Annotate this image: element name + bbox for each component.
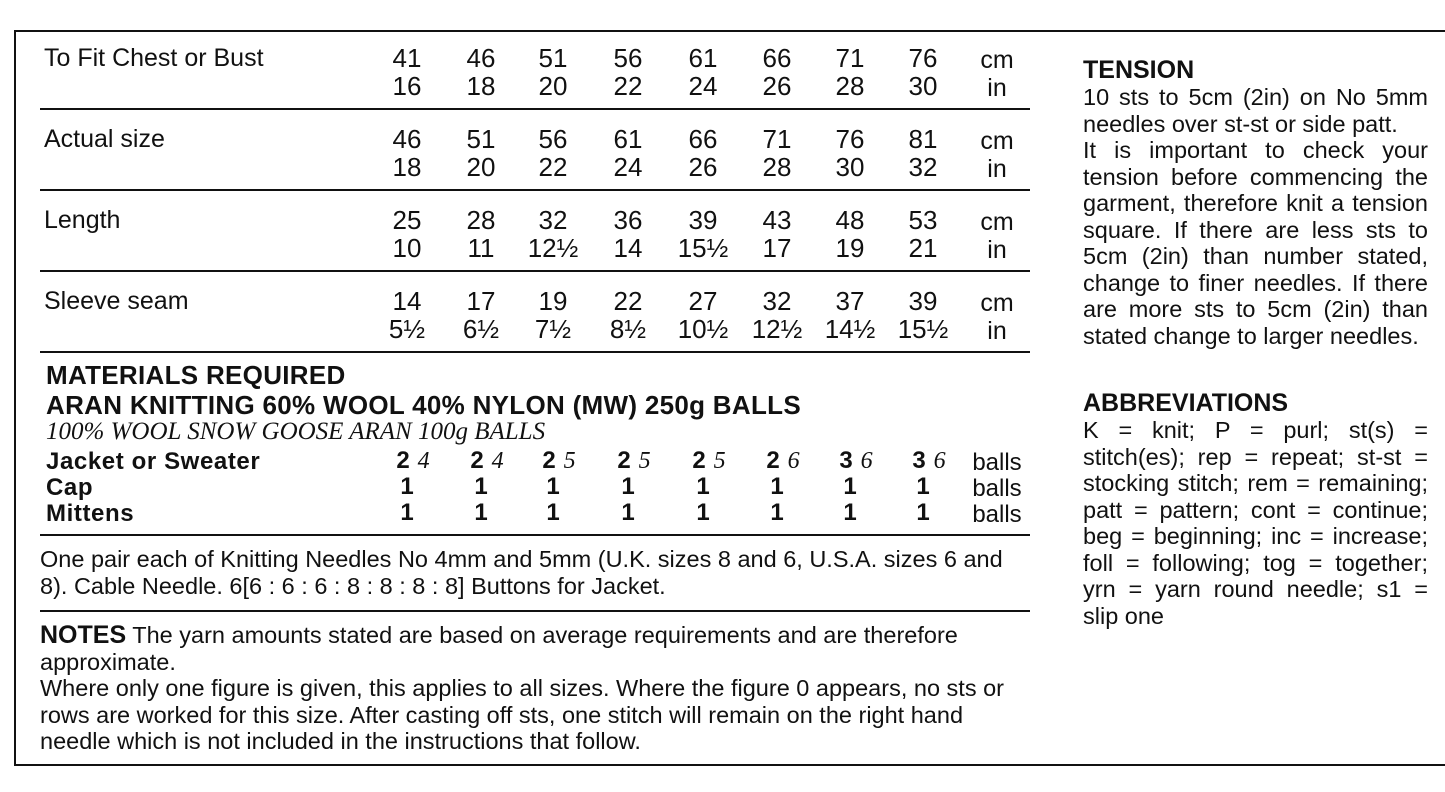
measurement-in-value: 28 [835,71,865,101]
materials-subtitle: ARAN KNITTING 60% WOOL 40% NYLON (MW) 250g BALLS [46,390,801,420]
measurement-cm-value: 27 [688,286,718,316]
measurement-in-value: 18 [392,152,422,182]
measurement-cm-value: 61 [688,43,718,73]
notes-text-2: Where only one figure is given, this applies to all sizes. Where the figure 0 appears, no sts or rows are worked for this size. After casting off sts, one stitch will remain on the right hand needle which is not included in the instructions that follow. [40,675,1004,754]
materials-row [40,474,1030,500]
measurement-cm-value: 56 [613,43,643,73]
measurement-in-value: 11 [467,233,495,263]
measurement-in-value: 14½ [824,314,876,344]
measurement-in-value: 26 [762,71,792,101]
ball-count-aran: 1 [770,499,784,526]
ball-count-aran: 2 [692,447,706,474]
measurement-cm-value: 71 [762,124,792,154]
measurement-cm-value: 41 [392,43,422,73]
measurement-in-value: 32 [908,152,938,182]
ball-count [370,500,444,526]
measurement-in-value: 24 [688,71,718,101]
ball-count-aran: 2 [470,447,484,474]
measurement-cm-value: 51 [466,124,496,154]
ball-count [740,500,814,526]
tension-text-2: It is important to check your tension before commencing the garment, therefore knit a tension square. If there are less sts to 5cm (2in) than number stated, change to finer needles. If there are more sts to 5cm (2in) than stated change to larger needles. [1083,137,1428,349]
ball-count-snow-goose: 5 [563,448,576,474]
abbreviations-text: K = knit; P = purl; st(s) = stitch(es); rep = repeat; st-st = stocking stitch; rem = remaining; patt = pattern; cont = continue; beg = beginning; inc = increase; foll = following; tog = together; yrn = yarn round needle; s1 = slip one [1083,417,1428,629]
ball-count [740,474,814,500]
measurement-row [40,192,1030,272]
unit-in-label: in [987,317,1007,345]
unit-cm-label: cm [980,289,1014,317]
measurement-in-value: 22 [538,152,568,182]
measurement-cm-value: 36 [613,205,643,235]
measurement-cm-value: 32 [538,205,568,235]
materials-row [40,500,1030,526]
ball-count-aran: 1 [546,473,560,500]
ball-count-aran: 1 [474,499,488,526]
measurement-cm-value: 81 [908,124,938,154]
ball-count-aran: 1 [770,473,784,500]
measurement-in-value: 6½ [462,314,500,344]
materials-title: MATERIALS REQUIRED [46,360,346,390]
ball-count-aran: 2 [766,447,780,474]
ball-count-snow-goose: 6 [933,448,946,474]
measurement-cm-value: 66 [762,43,792,73]
ball-count-aran: 1 [400,473,414,500]
ball-count [819,448,893,474]
ball-count [892,448,966,474]
ball-count-aran: 1 [916,473,930,500]
measurement-in-value: 14 [613,233,643,263]
measurement-in-value: 10½ [677,314,729,344]
measurement-in-value: 5½ [388,314,426,344]
measurement-label: To Fit Chest or Bust [44,44,264,72]
materials-alt-yarn: 100% WOOL SNOW GOOSE ARAN 100g BALLS [46,418,546,445]
divider [40,534,1030,536]
measurement-in-value: 28 [762,152,792,182]
unit-in-label: in [987,155,1007,183]
ball-count [444,500,518,526]
measurement-in-value: 21 [908,233,938,263]
measurement-label: Actual size [44,125,165,153]
ball-count [444,474,518,500]
notes-section [40,622,1035,755]
measurement-cm-value: 39 [908,286,938,316]
measurement-in-value: 26 [688,152,718,182]
measurement-cm-value: 56 [538,124,568,154]
ball-count [450,448,524,474]
divider [40,610,1030,612]
row-divider [40,270,1030,272]
ball-count [522,448,596,474]
measurement-in-value: 15½ [677,233,729,263]
ball-count [813,500,887,526]
measurement-row [40,30,1030,110]
ball-count-aran: 1 [843,473,857,500]
materials-label: Cap [46,474,94,501]
measurement-in-value: 20 [538,71,568,101]
measurement-cm-value: 22 [613,286,643,316]
ball-count-snow-goose: 4 [491,448,504,474]
measurement-in-value: 12½ [527,233,579,263]
measurement-in-value: 19 [835,233,865,263]
measurement-cm-value: 48 [835,205,865,235]
measurement-cm-value: 14 [392,286,422,316]
unit-cm-label: cm [980,46,1014,74]
ball-count-snow-goose: 5 [713,448,726,474]
balls-unit: balls [972,475,1022,502]
unit-cm-label: cm [980,208,1014,236]
ball-count [746,448,820,474]
measurement-cm-value: 76 [835,124,865,154]
measurement-in-value: 8½ [609,314,647,344]
measurement-in-value: 12½ [751,314,803,344]
ball-count-aran: 2 [396,447,410,474]
measurement-in-value: 30 [835,152,865,182]
ball-count-aran: 1 [546,499,560,526]
measurement-cm-value: 32 [762,286,792,316]
row-divider [40,108,1030,110]
measurement-row [40,111,1030,191]
measurement-in-value: 18 [466,71,496,101]
measurement-cm-value: 76 [908,43,938,73]
measurement-cm-value: 19 [538,286,568,316]
ball-count [597,448,671,474]
ball-count-aran: 1 [916,499,930,526]
row-divider [40,351,1030,353]
measurement-in-value: 16 [392,71,422,101]
measurement-cm-value: 43 [762,205,792,235]
measurement-cm-value: 51 [538,43,568,73]
ball-count [886,500,960,526]
balls-unit: balls [972,449,1022,476]
measurement-cm-value: 53 [908,205,938,235]
measurement-in-value: 30 [908,71,938,101]
materials-label: Jacket or Sweater [46,448,261,475]
measurement-cm-value: 46 [392,124,422,154]
measurement-in-value: 22 [613,71,643,101]
measurement-cm-value: 17 [466,286,496,316]
measurement-cm-value: 39 [688,205,718,235]
ball-count-aran: 1 [696,473,710,500]
ball-count-aran: 1 [621,499,635,526]
tension-and-abbreviations [1083,56,1428,629]
measurement-row [40,273,1030,353]
ball-count-snow-goose: 4 [417,448,430,474]
measurement-label: Length [44,206,121,234]
ball-count-aran: 1 [696,499,710,526]
measurement-in-value: 15½ [897,314,949,344]
measurement-in-value: 10 [392,233,422,263]
measurement-in-value: 7½ [534,314,572,344]
notes-text: The yarn amounts stated are based on average requirements and are therefore approximate. [40,622,958,675]
ball-count-aran: 3 [912,447,926,474]
ball-count [516,500,590,526]
ball-count [516,474,590,500]
abbreviations-heading: ABBREVIATIONS [1083,389,1289,417]
ball-count-aran: 3 [839,447,853,474]
tension-text: 10 sts to 5cm (2in) on No 5mm needles over st-st or side patt. [1083,84,1428,137]
ball-count-snow-goose: 6 [787,448,800,474]
tension-heading: TENSION [1083,56,1195,84]
measurement-cm-value: 28 [466,205,496,235]
ball-count-aran: 1 [474,473,488,500]
ball-count [376,448,450,474]
unit-cm-label: cm [980,127,1014,155]
needles-text: One pair each of Knitting Needles No 4mm and 5mm (U.K. sizes 8 and 6, U.S.A. sizes 6 and 8). Cable Needle. 6[6 : 6 : 6 : 8 : 8 : 8 : 8] Buttons for Jacket. [40,546,1003,599]
unit-in-label: in [987,236,1007,264]
ball-count-aran: 2 [617,447,631,474]
ball-count [886,474,960,500]
unit-in-label: in [987,74,1007,102]
ball-count-snow-goose: 5 [638,448,651,474]
measurement-label: Sleeve seam [44,287,189,315]
ball-count [666,500,740,526]
measurement-cm-value: 61 [613,124,643,154]
measurement-in-value: 24 [613,152,643,182]
measurement-in-value: 20 [466,152,496,182]
materials-row [40,448,1030,474]
ball-count [666,474,740,500]
measurement-cm-value: 25 [392,205,422,235]
ball-count-aran: 1 [400,499,414,526]
measurement-cm-value: 71 [835,43,865,73]
measurement-cm-value: 46 [466,43,496,73]
ball-count [591,474,665,500]
ball-count-snow-goose: 6 [860,448,873,474]
materials-label: Mittens [46,500,135,527]
notes-heading: NOTES [40,621,127,649]
ball-count [370,474,444,500]
ball-count [813,474,887,500]
balls-unit: balls [972,501,1022,528]
measurement-in-value: 17 [762,233,792,263]
measurement-cm-value: 37 [835,286,865,316]
row-divider [40,189,1030,191]
ball-count-aran: 1 [843,499,857,526]
ball-count-aran: 2 [542,447,556,474]
ball-count [591,500,665,526]
measurement-cm-value: 66 [688,124,718,154]
ball-count [672,448,746,474]
ball-count-aran: 1 [621,473,635,500]
